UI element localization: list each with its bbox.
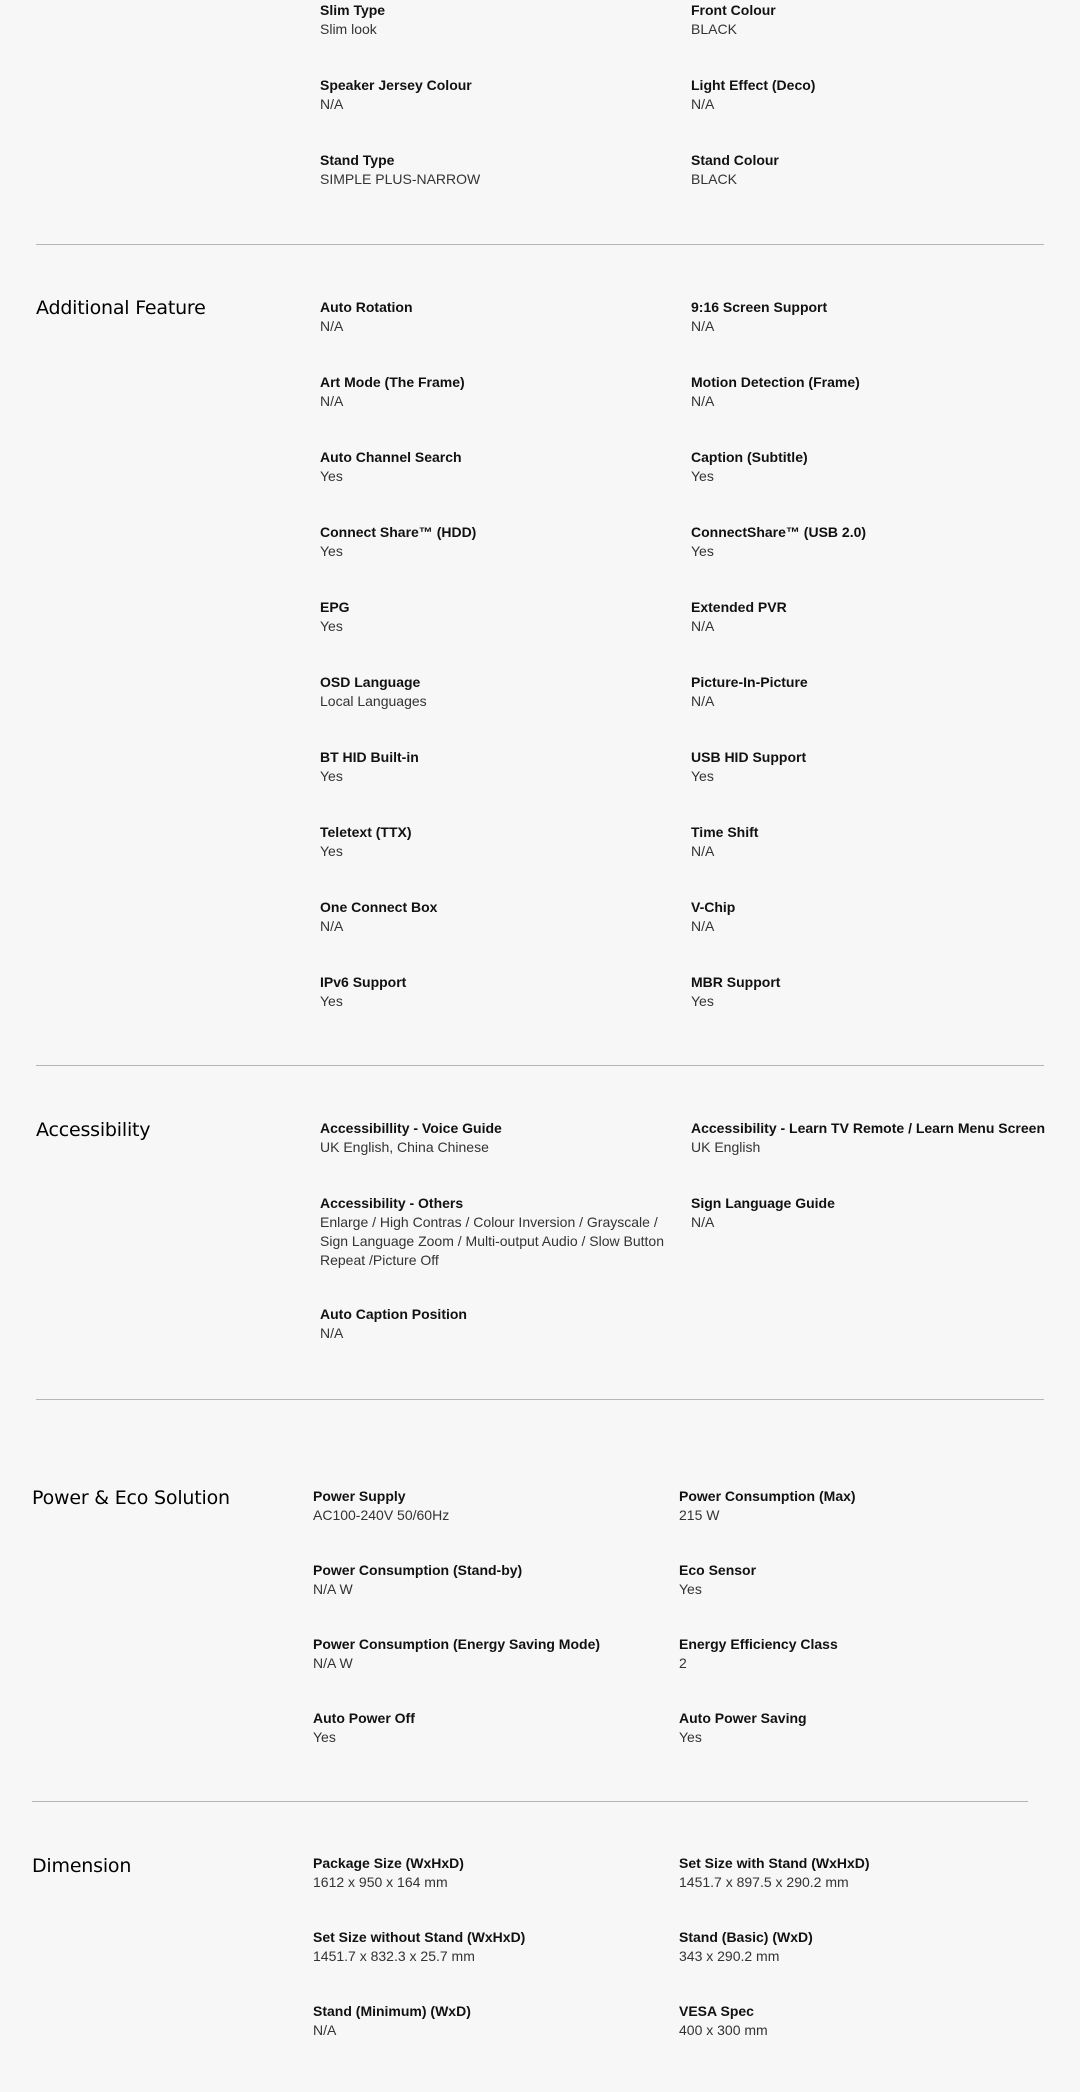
spec-label: Light Effect (Deco)	[691, 77, 816, 93]
spec-value: Yes	[320, 843, 343, 859]
spec-value: Yes	[691, 768, 714, 784]
spec-label: Stand (Basic) (WxD)	[679, 1929, 813, 1945]
spec-value: Slim look	[320, 21, 377, 37]
spec-label: Package Size (WxHxD)	[313, 1855, 464, 1871]
section-title-accessibility: Accessibility	[36, 1119, 151, 1141]
spec-item	[679, 1708, 1019, 1747]
spec-item	[691, 372, 1031, 411]
spec-item	[320, 522, 660, 561]
spec-value: 215 W	[679, 1507, 720, 1523]
spec-item	[679, 1634, 1019, 1673]
spec-value: Yes	[679, 1581, 702, 1597]
spec-label: Accessibility - Others	[320, 1195, 464, 1211]
spec-value: N/A	[691, 843, 715, 859]
spec-item	[320, 297, 660, 336]
spec-label: 9:16 Screen Support	[691, 299, 828, 315]
spec-item	[313, 1927, 653, 1966]
spec-value: N/A	[691, 96, 715, 112]
spec-value: UK English	[691, 1139, 761, 1155]
spec-label: Motion Detection (Frame)	[691, 374, 860, 390]
spec-value: N/A	[691, 918, 715, 934]
spec-value: BLACK	[691, 21, 737, 37]
spec-label: Teletext (TTX)	[320, 824, 412, 840]
spec-item	[320, 372, 660, 411]
spec-value: N/A	[320, 393, 344, 409]
spec-item	[691, 522, 1031, 561]
spec-value: Yes	[320, 618, 343, 634]
spec-label: Set Size without Stand (WxHxD)	[313, 1929, 526, 1945]
spec-value: AC100-240V 50/60Hz	[313, 1507, 450, 1523]
spec-value: Enlarge / High Contras / Colour Inversion / Grayscale / Sign Language Zoom / Multi-output Audio / Slow Button Repeat /Picture Off	[320, 1214, 664, 1268]
section-divider	[36, 244, 1044, 245]
spec-value: SIMPLE PLUS-NARROW	[320, 171, 481, 187]
spec-value: N/A	[691, 618, 715, 634]
spec-label: Extended PVR	[691, 599, 787, 615]
spec-label: Slim Type	[320, 2, 386, 18]
spec-front-colour	[691, 0, 1031, 39]
spec-label: Connect Share™ (HDD)	[320, 524, 477, 540]
spec-value: 1451.7 x 832.3 x 25.7 mm	[313, 1948, 475, 1964]
spec-label: Picture-In-Picture	[691, 674, 808, 690]
spec-label: Auto Power Off	[313, 1710, 415, 1726]
spec-item	[679, 2001, 1019, 2040]
spec-label: Caption (Subtitle)	[691, 449, 808, 465]
spec-value: N/A	[691, 693, 715, 709]
spec-value: N/A	[691, 393, 715, 409]
spec-value: Yes	[320, 543, 343, 559]
spec-value: N/A W	[313, 1655, 353, 1671]
spec-value: Local Languages	[320, 693, 427, 709]
spec-label: One Connect Box	[320, 899, 438, 915]
spec-label: Power Consumption (Stand-by)	[313, 1562, 523, 1578]
spec-light-effect	[691, 75, 1031, 114]
spec-speaker-jersey-colour	[320, 75, 660, 114]
spec-label: Stand (Minimum) (WxD)	[313, 2003, 471, 2019]
spec-value: Yes	[320, 768, 343, 784]
spec-value: BLACK	[691, 171, 737, 187]
spec-item	[313, 2001, 653, 2040]
section-divider	[36, 1065, 1044, 1066]
spec-value: N/A	[320, 918, 344, 934]
spec-label: MBR Support	[691, 974, 781, 990]
spec-item	[320, 747, 660, 786]
spec-value: N/A	[320, 318, 344, 334]
spec-label: VESA Spec	[679, 2003, 754, 2019]
spec-value: N/A	[691, 318, 715, 334]
spec-label: Auto Caption Position	[320, 1306, 467, 1322]
spec-item	[313, 1486, 653, 1525]
spec-label: Eco Sensor	[679, 1562, 757, 1578]
spec-label: IPv6 Support	[320, 974, 407, 990]
spec-label: Accessibility - Learn TV Remote / Learn Menu Screen	[691, 1120, 1045, 1136]
spec-item	[313, 1708, 653, 1747]
spec-item	[313, 1560, 653, 1599]
spec-label: Set Size with Stand (WxHxD)	[679, 1855, 870, 1871]
spec-value: N/A	[320, 96, 344, 112]
spec-item	[691, 747, 1031, 786]
spec-label: Time Shift	[691, 824, 759, 840]
spec-item	[679, 1486, 1019, 1525]
spec-label: Energy Efficiency Class	[679, 1636, 838, 1652]
spec-item	[320, 597, 660, 636]
spec-value: N/A W	[313, 1581, 353, 1597]
spec-value: 400 x 300 mm	[679, 2022, 768, 2038]
spec-item	[320, 972, 660, 1011]
spec-item	[320, 822, 660, 861]
spec-value: N/A	[691, 1214, 715, 1230]
spec-accessibility-others	[320, 1193, 665, 1270]
spec-item	[691, 447, 1031, 486]
section-title-additional-feature: Additional Feature	[36, 297, 206, 319]
spec-item	[679, 1560, 1019, 1599]
spec-label: ConnectShare™ (USB 2.0)	[691, 524, 867, 540]
spec-stand-type	[320, 150, 660, 189]
spec-label: Accessibillity - Voice Guide	[320, 1120, 502, 1136]
spec-slim-type	[320, 0, 660, 39]
spec-value: Yes	[679, 1729, 702, 1745]
spec-item	[313, 1634, 653, 1673]
spec-item	[313, 1853, 653, 1892]
spec-item	[320, 672, 660, 711]
spec-label: Stand Colour	[691, 152, 779, 168]
spec-item	[320, 447, 660, 486]
spec-label: USB HID Support	[691, 749, 807, 765]
spec-learn-tv-remote	[691, 1118, 1051, 1157]
spec-item	[691, 822, 1031, 861]
spec-label: Stand Type	[320, 152, 395, 168]
spec-label: Auto Rotation	[320, 299, 413, 315]
section-title-power-eco: Power & Eco Solution	[32, 1487, 230, 1509]
spec-value: N/A	[320, 1325, 344, 1341]
spec-item	[691, 297, 1031, 336]
spec-label: BT HID Built-in	[320, 749, 419, 765]
spec-label: Auto Power Saving	[679, 1710, 807, 1726]
spec-stand-colour	[691, 150, 1031, 189]
spec-value: Yes	[320, 468, 343, 484]
spec-value: Yes	[691, 468, 714, 484]
spec-value: 1451.7 x 897.5 x 290.2 mm	[679, 1874, 849, 1890]
spec-item	[679, 1853, 1019, 1892]
section-title-dimension: Dimension	[32, 1855, 132, 1877]
spec-label: Art Mode (The Frame)	[320, 374, 465, 390]
spec-label: Sign Language Guide	[691, 1195, 835, 1211]
spec-label: Power Consumption (Max)	[679, 1488, 856, 1504]
spec-value: UK English, China Chinese	[320, 1139, 489, 1155]
spec-label: V-Chip	[691, 899, 736, 915]
spec-item	[679, 1927, 1019, 1966]
spec-item	[691, 897, 1031, 936]
spec-value: Yes	[691, 543, 714, 559]
spec-label: Front Colour	[691, 2, 776, 18]
spec-label: Auto Channel Search	[320, 449, 462, 465]
spec-value: Yes	[313, 1729, 336, 1745]
section-divider	[36, 1399, 1044, 1400]
spec-auto-caption-position	[320, 1304, 660, 1343]
spec-value: 1612 x 950 x 164 mm	[313, 1874, 448, 1890]
spec-value: 343 x 290.2 mm	[679, 1948, 780, 1964]
spec-item	[320, 897, 660, 936]
spec-label: Power Consumption (Energy Saving Mode)	[313, 1636, 601, 1652]
spec-item	[691, 597, 1031, 636]
spec-item	[691, 672, 1031, 711]
spec-label: EPG	[320, 599, 350, 615]
spec-sign-language-guide	[691, 1193, 1031, 1232]
spec-label: OSD Language	[320, 674, 421, 690]
section-divider	[32, 1801, 1028, 1802]
spec-voice-guide	[320, 1118, 660, 1157]
spec-value: 2	[679, 1655, 687, 1671]
spec-label: Speaker Jersey Colour	[320, 77, 472, 93]
spec-label: Power Supply	[313, 1488, 406, 1504]
spec-value: N/A	[313, 2022, 337, 2038]
spec-value: Yes	[691, 993, 714, 1009]
spec-value: Yes	[320, 993, 343, 1009]
spec-item	[691, 972, 1031, 1011]
